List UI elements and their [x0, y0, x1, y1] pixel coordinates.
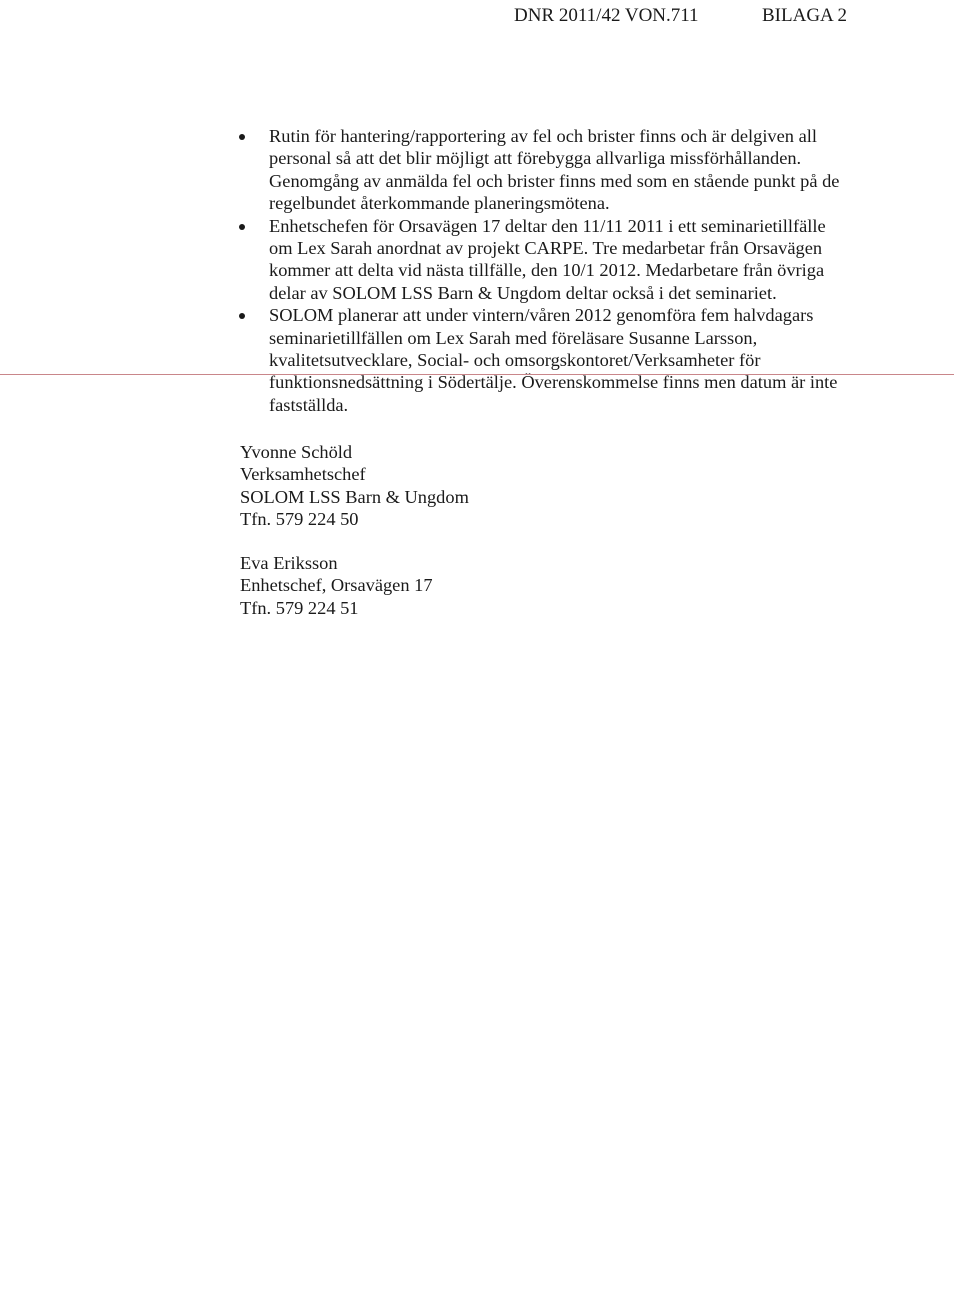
signatory-name: Yvonne Schöld	[240, 442, 353, 462]
list-item-text: Enhetschefen för Orsavägen 17 deltar den 11/11 2011 i ett seminarietillfälle om Lex Sarah anordnat av projekt CARPE. Tre medarbetar från Orsavägen kommer att delta vid nästa tillfälle, den 10/1 2012. Medarbetare från övriga delar av SOLOM LSS Barn & Ungdom deltar också i det seminariet.	[269, 215, 826, 303]
list-item-text: Rutin för hantering/rapportering av fel och brister finns och är delgiven all personal så att det blir möjligt att förebygga allvarliga missförhållanden. Genomgång av anmälda fel och brister finns med som en stående punkt på de regelbundet återkommande planeringsmötena.	[269, 126, 840, 214]
signature-block	[240, 552, 433, 619]
list-item	[232, 304, 852, 416]
signatory-name: Eva Eriksson	[240, 553, 338, 573]
signature-block	[240, 441, 469, 531]
bullet-icon	[239, 134, 245, 140]
signatory-phone: Tfn. 579 224 51	[240, 597, 359, 618]
signatory-organization: SOLOM LSS Barn & Ungdom	[240, 486, 469, 507]
signatory-title: Enhetschef, Orsavägen 17	[240, 575, 433, 596]
bullet-icon	[239, 224, 245, 230]
scan-divider-line	[0, 374, 954, 375]
attachment-label: BILAGA 2	[762, 5, 847, 26]
list-item	[232, 215, 852, 305]
signatory-phone: Tfn. 579 224 50	[240, 509, 359, 530]
list-item-text: SOLOM planerar att under vintern/våren 2012 genomföra fem halvdagars seminarietillfällen om Lex Sarah med föreläsare Susanne Larsson, kvalitetsutvecklare, Social- och omsorgskontoret/Verksamheter för funktionsnedsättning i Södertälje. Överenskommelse finns men datum är inte fastställda.	[269, 305, 838, 415]
bullet-icon	[239, 313, 245, 319]
signatory-title: Verksamhetschef	[240, 464, 366, 485]
bullet-list	[232, 125, 852, 416]
list-item	[232, 125, 852, 215]
document-reference: DNR 2011/42 VON.711	[514, 5, 699, 26]
page-header	[0, 3, 960, 29]
